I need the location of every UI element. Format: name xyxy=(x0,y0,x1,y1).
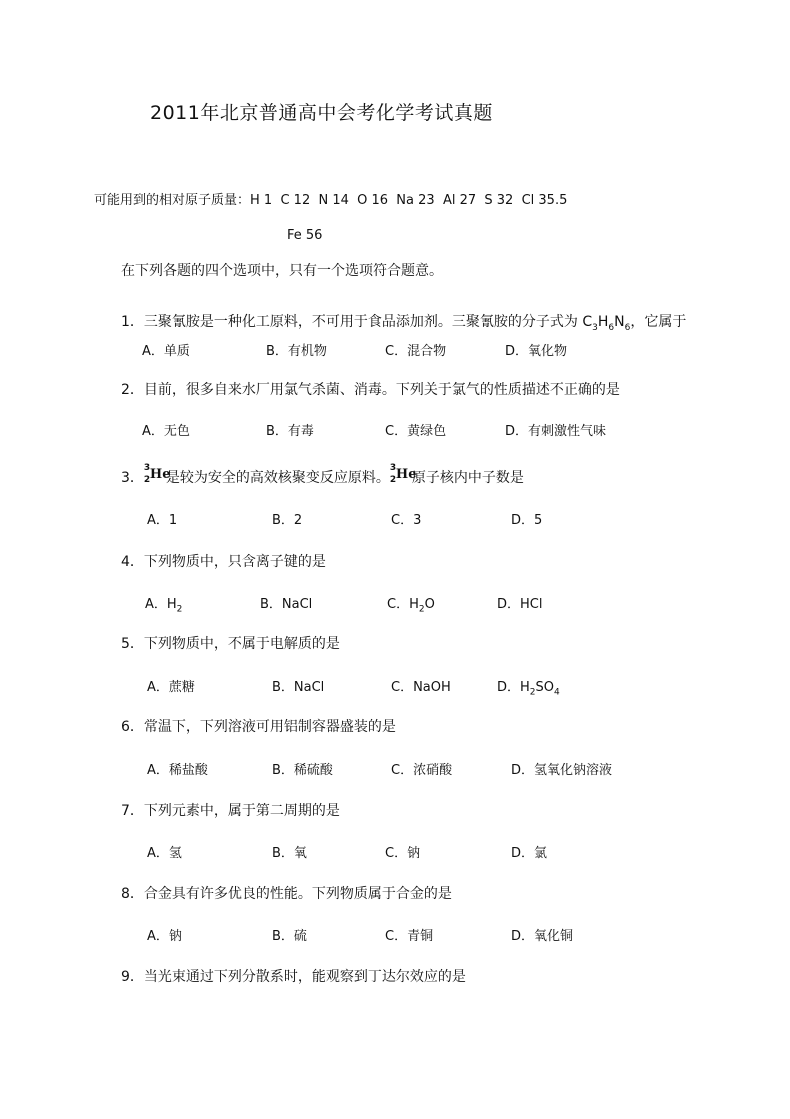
option-b[interactable]: B．2 xyxy=(272,513,303,528)
option-c[interactable]: C．混合物 xyxy=(385,344,447,359)
formula-element: SO xyxy=(535,680,555,695)
question-3-stem xyxy=(121,463,524,487)
option-a[interactable]: A．单质 xyxy=(142,344,190,359)
option-c[interactable]: C．NaOH xyxy=(391,680,451,695)
option-a[interactable]: A．氢 xyxy=(147,846,182,861)
helium-3-nuclide xyxy=(143,463,171,485)
question-1-stem-end: ，它属于 xyxy=(630,314,687,330)
option-b[interactable]: B．有机物 xyxy=(266,344,327,359)
option-a[interactable]: A．1 xyxy=(147,513,178,528)
question-4-stem: 4．下列物质中，只含离子键的是 xyxy=(121,554,326,570)
question-3-number: 3． xyxy=(121,470,144,486)
option-d[interactable]: D．氢氧化钠溶液 xyxy=(511,763,613,778)
option-d[interactable]: D．有刺激性气味 xyxy=(505,424,607,439)
element-symbol: He xyxy=(149,467,171,482)
option-b[interactable]: B．稀硫酸 xyxy=(272,763,333,778)
instruction-text: 在下列各题的四个选项中，只有一个选项符合题意。 xyxy=(121,263,443,279)
formula-element: H xyxy=(597,314,609,330)
option-d[interactable]: D．HCl xyxy=(497,597,543,612)
atomic-masses-continued: Fe 56 xyxy=(287,228,323,243)
option-c[interactable]: C．3 xyxy=(391,513,422,528)
option-c[interactable]: C．青铜 xyxy=(385,929,434,944)
question-3-stem-end: 原子核内中子数是 xyxy=(411,470,524,486)
question-1-stem xyxy=(121,311,686,331)
atomic-masses-line xyxy=(94,189,567,208)
option-c[interactable]: C．黄绿色 xyxy=(385,424,447,439)
formula-element: O xyxy=(424,597,435,612)
option-d[interactable] xyxy=(497,676,560,698)
option-a[interactable]: A．蔗糖 xyxy=(147,680,195,695)
option-b[interactable]: B．NaCl xyxy=(260,597,313,612)
option-text: C．H xyxy=(387,597,419,612)
formula-subscript: 3 xyxy=(592,322,598,333)
option-d[interactable]: D．5 xyxy=(511,513,543,528)
question-6-stem: 6．常温下，下列溶液可用铝制容器盛装的是 xyxy=(121,719,396,735)
mass-number: 3 xyxy=(389,463,397,473)
atomic-number: 2 xyxy=(389,475,397,485)
option-text: D．H xyxy=(497,680,530,695)
option-a[interactable]: A．无色 xyxy=(142,424,190,439)
formula-subscript: 6 xyxy=(608,322,615,333)
element-symbol: He xyxy=(395,467,417,482)
option-d[interactable]: D．氯 xyxy=(511,846,548,861)
question-1-stem-text: 1．三聚氰胺是一种化工原料，不可用于食品添加剂。三聚氰胺的分子式为 C xyxy=(121,314,593,330)
option-c[interactable] xyxy=(387,593,435,615)
option-a[interactable]: A．稀盐酸 xyxy=(147,763,208,778)
option-b[interactable]: B．氧 xyxy=(272,846,307,861)
option-d[interactable]: D．氧化铜 xyxy=(511,929,574,944)
formula-subscript: 2 xyxy=(529,687,536,698)
option-text: A．H xyxy=(145,597,177,612)
page-title: 2011年北京普通高中会考化学考试真题 xyxy=(150,102,493,124)
option-a[interactable]: A．钠 xyxy=(147,929,182,944)
mass-number: 3 xyxy=(143,463,151,473)
atomic-masses-label: 可能用到的相对原子质量： xyxy=(94,193,251,208)
option-b[interactable]: B．有毒 xyxy=(266,424,314,439)
question-7-stem: 7．下列元素中，属于第二周期的是 xyxy=(121,803,340,819)
option-d[interactable]: D．氧化物 xyxy=(505,344,568,359)
formula-subscript: 2 xyxy=(418,604,425,615)
formula-subscript: 2 xyxy=(176,604,183,615)
question-9-stem: 9．当光束通过下列分散系时，能观察到丁达尔效应的是 xyxy=(121,969,466,985)
question-3-stem-text: 是较为安全的高效核聚变反应原料。 xyxy=(165,470,390,486)
formula-subscript: 6 xyxy=(624,322,631,333)
question-5-stem: 5．下列物质中，不属于电解质的是 xyxy=(121,636,340,652)
helium-3-nuclide xyxy=(389,463,417,485)
formula-element: N xyxy=(614,314,625,330)
option-b[interactable]: B．硫 xyxy=(272,929,307,944)
atomic-number: 2 xyxy=(143,475,151,485)
option-c[interactable]: C．浓硝酸 xyxy=(391,763,453,778)
option-b[interactable]: B．NaCl xyxy=(272,680,325,695)
option-a[interactable] xyxy=(145,593,183,615)
question-8-stem: 8．合金具有许多优良的性能。下列物质属于合金的是 xyxy=(121,886,452,902)
option-c[interactable]: C．钠 xyxy=(385,846,421,861)
atomic-masses-values: H 1 C 12 N 14 O 16 Na 23 Al 27 S 32 Cl 35.5 xyxy=(250,193,568,208)
question-2-stem: 2．目前，很多自来水厂用氯气杀菌、消毒。下列关于氯气的性质描述不正确的是 xyxy=(121,382,620,398)
formula-subscript: 4 xyxy=(554,687,560,698)
